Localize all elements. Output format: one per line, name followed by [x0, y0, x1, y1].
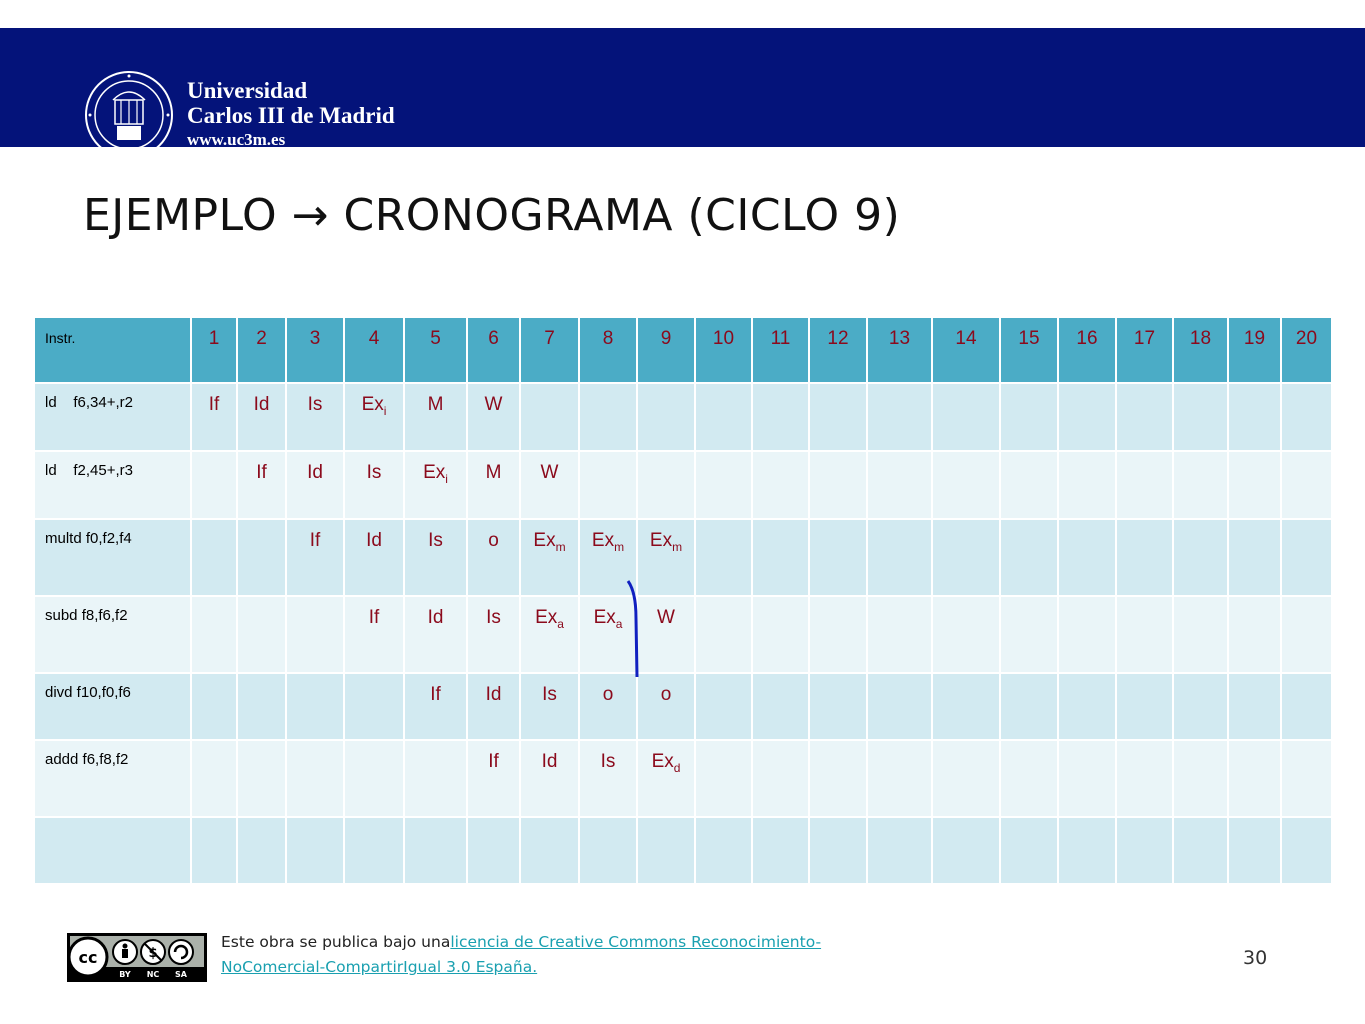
stage-cell: [344, 740, 404, 817]
stage-cell: [1173, 383, 1228, 451]
stage-cell: [752, 451, 809, 519]
stage-cell: [1173, 817, 1228, 884]
instruction-cell: ld f2,45+,r3: [34, 451, 191, 519]
stage-label: If: [488, 751, 499, 772]
stage-label: Is: [542, 684, 557, 705]
stage-cell: [191, 740, 237, 817]
stage-cell: [695, 519, 752, 596]
cycle-header: 18: [1173, 317, 1228, 383]
stage-cell: [1058, 740, 1116, 817]
stage-cell: [637, 740, 695, 817]
stage-label: Is: [486, 607, 501, 628]
cycle-header: 19: [1228, 317, 1281, 383]
stage-cell: [467, 740, 520, 817]
stage-cell: [579, 596, 637, 673]
stage-cell: [191, 596, 237, 673]
stage-cell: [1058, 519, 1116, 596]
cycle-header: 6: [467, 317, 520, 383]
university-seal-icon: [84, 70, 174, 160]
stage-cell: [344, 383, 404, 451]
stage-cell: [695, 740, 752, 817]
stage-cell: [867, 383, 932, 451]
stage-cell: [637, 817, 695, 884]
stage-cell: [237, 383, 286, 451]
stage-cell: [809, 383, 867, 451]
svg-text:SA: SA: [175, 970, 187, 979]
stage-cell: [579, 740, 637, 817]
cycle-header: 20: [1281, 317, 1332, 383]
stage-cell: [1228, 740, 1281, 817]
stage-cell: [1173, 451, 1228, 519]
stage-label: If: [309, 530, 321, 551]
stage-cell: [1000, 383, 1058, 451]
cycle-header: 7: [520, 317, 579, 383]
svg-text:BY: BY: [119, 970, 131, 979]
stage-cell: [1058, 673, 1116, 740]
stage-label: M: [427, 394, 444, 415]
stage-cell: [344, 673, 404, 740]
stage-cell: [932, 383, 1000, 451]
cycle-header: 16: [1058, 317, 1116, 383]
cycle-header: 14: [932, 317, 1000, 383]
stage-cell: [286, 673, 344, 740]
stage-cell: [191, 673, 237, 740]
instruction-cell: addd f6,f8,f2: [34, 740, 191, 817]
cycle-header: 3: [286, 317, 344, 383]
stage-cell: [404, 519, 467, 596]
stage-cell: [695, 596, 752, 673]
stage-cell: [404, 383, 467, 451]
stage-cell: [1058, 383, 1116, 451]
stage-cell: [404, 740, 467, 817]
stage-cell: [637, 673, 695, 740]
stage-cell: [467, 817, 520, 884]
stage-cell: [579, 673, 637, 740]
cycle-header: 17: [1116, 317, 1173, 383]
stage-label: Ex: [651, 751, 674, 772]
stage-cell: [1281, 817, 1332, 884]
stage-cell: [752, 596, 809, 673]
instruction-cell: ld f6,34+,r2: [34, 383, 191, 451]
stage-cell: [1058, 451, 1116, 519]
stage-cell: [1000, 817, 1058, 884]
stage-cell: [191, 519, 237, 596]
instruction-cell: divd f10,f0,f6: [34, 673, 191, 740]
stage-cell: [695, 383, 752, 451]
stage-label: Ex: [591, 530, 615, 551]
stage-cell: [932, 596, 1000, 673]
stage-label: Ex: [423, 462, 446, 483]
stage-cell: [932, 740, 1000, 817]
license-link[interactable]: licencia de Creative Commons Reconocimiento-NoComercial-CompartirIgual 3.0 España.: [221, 933, 822, 976]
stage-cell: [752, 383, 809, 451]
stage-cell: [467, 673, 520, 740]
svg-text:NC: NC: [146, 970, 160, 979]
stage-cell: [520, 519, 579, 596]
stage-subscript: m: [614, 539, 625, 554]
stage-label: Id: [253, 394, 270, 415]
stage-cell: [752, 740, 809, 817]
stage-label: Is: [366, 462, 382, 483]
stage-cell: [867, 817, 932, 884]
stage-cell: [695, 451, 752, 519]
stage-cell: [752, 817, 809, 884]
stage-cell: [1116, 383, 1173, 451]
stage-cell: [191, 817, 237, 884]
stage-cell: [1228, 596, 1281, 673]
university-wordmark: [187, 78, 395, 152]
stage-label: M: [485, 462, 502, 483]
stage-cell: [1000, 519, 1058, 596]
stage-label: Ex: [361, 394, 384, 415]
stage-cell: [932, 817, 1000, 884]
stage-cell: [286, 817, 344, 884]
stage-label: Ex: [593, 607, 616, 628]
stage-label: Is: [600, 751, 616, 772]
svg-text:$: $: [148, 946, 158, 961]
stage-cell: [467, 451, 520, 519]
stage-label: Id: [307, 462, 323, 483]
stage-cell: [579, 383, 637, 451]
stage-cell: [1116, 817, 1173, 884]
stage-subscript: d: [673, 760, 681, 775]
license-prefix: Este obra se publica bajo una: [221, 933, 451, 951]
university-name-line1: Universidad: [187, 78, 308, 103]
stage-cell: [404, 817, 467, 884]
stage-label: W: [540, 462, 559, 483]
stage-cell: [1228, 817, 1281, 884]
stage-cell: [752, 519, 809, 596]
table-row: [34, 740, 1332, 817]
stage-cell: [404, 451, 467, 519]
stage-cell: [467, 519, 520, 596]
stage-cell: [637, 383, 695, 451]
table-row: [34, 451, 1332, 519]
stage-cell: [867, 451, 932, 519]
stage-cell: [695, 817, 752, 884]
stage-cell: [1173, 596, 1228, 673]
timeline-table: [33, 316, 1333, 885]
stage-label: o: [660, 684, 672, 705]
stage-cell: [286, 451, 344, 519]
stage-cell: [1000, 673, 1058, 740]
stage-cell: [637, 451, 695, 519]
cycle-header: 13: [867, 317, 932, 383]
university-name-line2: Carlos III de Madrid: [187, 103, 395, 128]
stage-cell: [467, 596, 520, 673]
stage-label: If: [208, 394, 220, 415]
stage-cell: [520, 817, 579, 884]
stage-cell: [520, 673, 579, 740]
stage-cell: [404, 673, 467, 740]
creative-commons-badge-icon[interactable]: [67, 933, 207, 982]
university-website: www.uc3m.es: [187, 130, 286, 149]
stage-label: W: [484, 394, 503, 415]
stage-cell: [867, 673, 932, 740]
stage-cell: [867, 596, 932, 673]
stage-cell: [637, 596, 695, 673]
stage-cell: [237, 740, 286, 817]
cycle-header: 12: [809, 317, 867, 383]
cycle-header: 11: [752, 317, 809, 383]
stage-cell: [1173, 740, 1228, 817]
license-notice: [221, 930, 921, 980]
stage-subscript: i: [445, 471, 448, 486]
stage-label: o: [488, 530, 499, 551]
stage-cell: [237, 817, 286, 884]
cycle-header: 1: [191, 317, 237, 383]
stage-label: o: [602, 684, 614, 705]
stage-cell: [1228, 383, 1281, 451]
stage-cell: [286, 519, 344, 596]
stage-cell: [1000, 596, 1058, 673]
stage-cell: [1058, 817, 1116, 884]
table-row: [34, 519, 1332, 596]
stage-cell: [1173, 519, 1228, 596]
stage-cell: [1228, 519, 1281, 596]
stage-label: Ex: [533, 530, 556, 551]
stage-subscript: m: [672, 539, 683, 554]
stage-cell: [579, 817, 637, 884]
stage-label: Id: [541, 751, 558, 772]
stage-cell: [752, 673, 809, 740]
stage-cell: [286, 383, 344, 451]
stage-cell: [191, 383, 237, 451]
cycle-header: 4: [344, 317, 404, 383]
instruction-cell: multd f0,f2,f4: [34, 519, 191, 596]
stage-cell: [191, 451, 237, 519]
stage-cell: [467, 383, 520, 451]
table-row: [34, 383, 1332, 451]
stage-cell: [932, 451, 1000, 519]
stage-cell: [809, 519, 867, 596]
stage-cell: [1281, 673, 1332, 740]
stage-cell: [404, 596, 467, 673]
stage-cell: [1281, 596, 1332, 673]
stage-cell: [867, 519, 932, 596]
cycle-header: 8: [579, 317, 637, 383]
stage-label: If: [368, 607, 380, 628]
stage-cell: [809, 673, 867, 740]
stage-cell: [1116, 519, 1173, 596]
stage-cell: [1058, 596, 1116, 673]
stage-cell: [1000, 740, 1058, 817]
stage-subscript: a: [557, 616, 564, 631]
stage-label: Is: [428, 530, 443, 551]
stage-label: Id: [485, 684, 502, 705]
stage-cell: [1173, 673, 1228, 740]
stage-label: Id: [366, 530, 382, 551]
instruction-cell: [34, 817, 191, 884]
stage-cell: [809, 817, 867, 884]
svg-text:cc: cc: [78, 948, 98, 967]
stage-cell: [344, 451, 404, 519]
stage-cell: [695, 673, 752, 740]
table-row: [34, 673, 1332, 740]
stage-cell: [237, 596, 286, 673]
stage-cell: [1000, 451, 1058, 519]
stage-cell: [520, 596, 579, 673]
cycle-header: 5: [404, 317, 467, 383]
stage-cell: [809, 740, 867, 817]
stage-label: If: [256, 462, 267, 483]
stage-cell: [932, 519, 1000, 596]
stage-cell: [1228, 451, 1281, 519]
cycle-header: 2: [237, 317, 286, 383]
page-number: 30: [1243, 947, 1268, 969]
stage-subscript: i: [383, 403, 387, 418]
stage-cell: [520, 740, 579, 817]
instr-column-header: Instr.: [34, 317, 191, 383]
stage-label: Ex: [649, 530, 673, 551]
stage-label: Ex: [535, 607, 558, 628]
instruction-cell: subd f8,f6,f2: [34, 596, 191, 673]
stage-cell: [1281, 451, 1332, 519]
stage-cell: [579, 451, 637, 519]
table-row: [34, 817, 1332, 884]
stage-cell: [1281, 383, 1332, 451]
stage-label: Id: [427, 607, 444, 628]
stage-cell: [344, 519, 404, 596]
cycle-header: 10: [695, 317, 752, 383]
stage-label: W: [657, 607, 675, 628]
stage-cell: [520, 451, 579, 519]
stage-cell: [237, 673, 286, 740]
stage-subscript: a: [615, 616, 623, 631]
stage-cell: [1116, 740, 1173, 817]
stage-cell: [809, 451, 867, 519]
stage-cell: [1281, 740, 1332, 817]
stage-cell: [579, 519, 637, 596]
stage-cell: [1116, 673, 1173, 740]
stage-cell: [932, 673, 1000, 740]
stage-cell: [1116, 596, 1173, 673]
stage-cell: [344, 596, 404, 673]
stage-cell: [520, 383, 579, 451]
stage-cell: [344, 817, 404, 884]
header-banner: [0, 28, 1365, 147]
slide-title: EJEMPLO → CRONOGRAMA (CICLO 9): [83, 190, 901, 241]
stage-cell: [809, 596, 867, 673]
table-row: [34, 596, 1332, 673]
stage-cell: [1281, 519, 1332, 596]
stage-cell: [867, 740, 932, 817]
stage-cell: [1116, 451, 1173, 519]
stage-cell: [286, 740, 344, 817]
stage-label: If: [430, 684, 441, 705]
stage-cell: [237, 451, 286, 519]
cycle-header: 9: [637, 317, 695, 383]
stage-cell: [1228, 673, 1281, 740]
stage-subscript: m: [555, 539, 566, 554]
stage-label: Is: [307, 394, 323, 415]
stage-cell: [286, 596, 344, 673]
cycle-header: 15: [1000, 317, 1058, 383]
stage-cell: [637, 519, 695, 596]
stage-cell: [237, 519, 286, 596]
